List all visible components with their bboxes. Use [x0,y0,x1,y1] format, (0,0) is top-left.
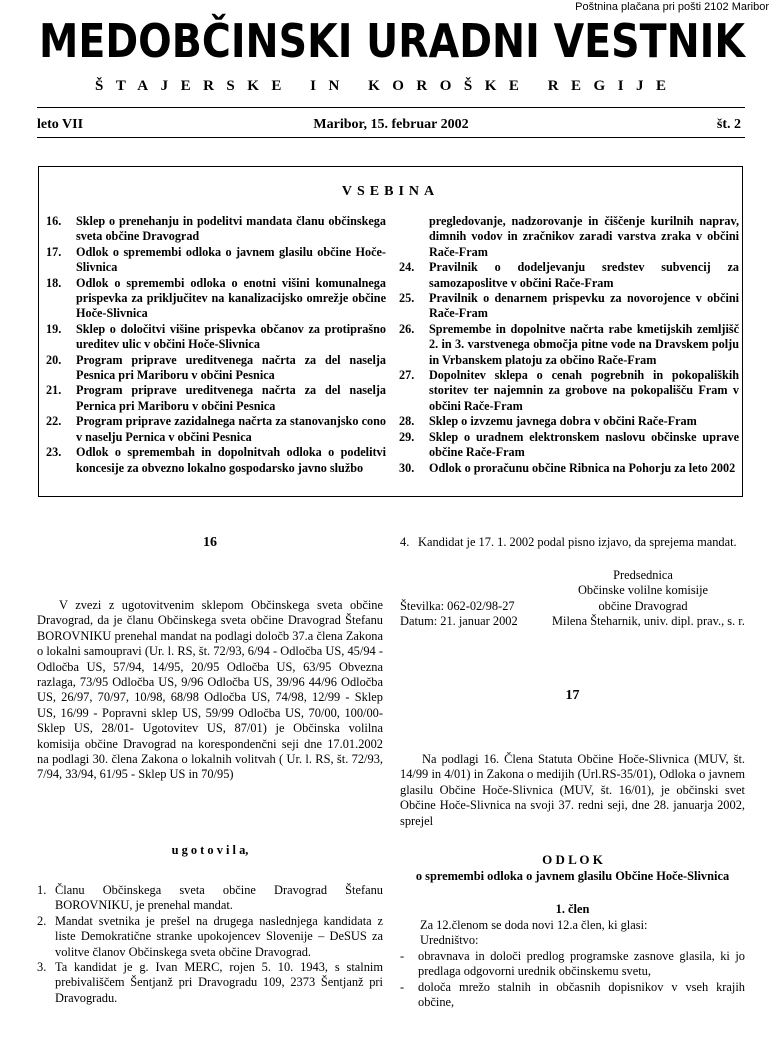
contents-title: VSEBINA [341,184,440,199]
list-item: 1. Članu Občinskega sveta občine Dravograd Štefanu BOROVNIKU, je prenehal mandat. [37,883,383,913]
header-rule-top [37,107,745,108]
contents-item[interactable]: 22. Program priprave zazidalnega načrta za stanovanjsko cono v naselju Pernica v občini Pesnica [46,414,386,444]
contents-item[interactable]: 30. Odlok o proračunu občine Ribnica na Pohorju za leto 2002 [399,460,736,475]
list-item: 4. Kandidat je 17. 1. 2002 podal pisno izjavo, da sprejema mandat. [400,535,737,549]
contents-item[interactable]: 24. Pravilnik o dodeljevanju sredstev subvencij za samozaposlitve v občini Rače-Fram [399,260,739,290]
subtitle: ŠTAJERSKE IN KOROŠKE REGIJE [95,78,679,94]
contents-box [38,166,743,497]
contents-item[interactable]: 20. Program priprave ureditvenega načrta za del naselja Pesnica pri Mariboru v občini Pesnica [46,352,386,383]
list-item: 3. Ta kandidat je g. Ivan MERC, rojen 5. 10. 1943, s stalnim prebivališčem Šentjanž pri Dravogradu 109, 2373 Šentjanž pri Dravogradu. [37,960,383,1005]
article-16-list-continued [400,535,745,550]
document-date: Datum: 21. januar 2002 [400,614,518,628]
masthead-title: MEDOBČINSKI URADNI VESTNIK [39,14,748,68]
issue-place-date: Maribor, 15. februar 2002 [313,117,469,132]
article-16-list [37,883,383,1006]
issue-year: leto VII [37,117,84,132]
list-item: - določa mrežo stalnih in občasnih dopisnikov v vseh krajih občine, [400,979,745,1010]
contents-item-continuation: pregledovanje, nadzorovanje in čiščenje kurilnih naprav, dimnih vodov in zračnikov zaradi varstva zraka v občini Rače-Fram [429,214,739,259]
article-16-number: 16 [203,535,217,550]
article-17-number: 17 [565,688,580,703]
issue-bar [37,117,745,135]
document-number: Številka: 062-02/98-27 [400,599,515,613]
signature-titles [548,568,738,614]
contents-item[interactable]: 23. Odlok o spremembah in dopolnitvah odloka o podelitvi koncesije za obvezno lokalno gospodarsko javno službo [46,445,386,475]
postage-note: Poštnina plačana pri pošti 2102 Maribor [575,1,769,13]
article-17-line-1: Za 12.členom se doda novi 12.a člen, ki glasi: [420,918,648,932]
contents-item[interactable]: 28. Sklep o izvzemu javnega dobra v občini Rače-Fram [399,414,697,429]
article-16-number-block [37,535,383,550]
contents-item[interactable]: 27. Dopolnitev sklepa o cenah pogrebnih in pokopaliških storitev ter najemnin za grobove na pokopališču Fram v občini Rače-Fram [399,368,739,413]
contents-item[interactable]: 17. Odlok o spremembi odloka o javnem glasilu občine Hoče-Slivnica [46,244,386,275]
article-16-body: V zvezi z ugotovitvenim sklepom Občinskega sveta občine Dravograd, da je članu Občinskega sveta občine Dravograd Štefanu BOROVNIKU prenehal mandat na podlagi določb 37.a člena Zakona o lokalni samoupravi (Ur. l. RS, št. 72/93, 6/94 - Odločba US, 45/94 - Odločba US, 57/94, 14/95, 20/95 Odločba US, 63/95 Obvezna razlaga, 73/95 Odločba US, 9/96 Odločba US, 39/96 44/96 Odločba US, 26/97, 70/97, 10/98, 68/98 Odločba US, 74/98, 12/99 - Sklep US, 16/99 - Popravni sklep US, 59/99 Odločba US, 70/00, 100/00- Sklep US, 28/01- Ugotovitev US, 87/01) je Občinska volilna komisija občine Dravograd na korespondenčni seji dne 17.01.2002 na podlagi 30. člena Zakona o lokalnih volitvah ( Ur. l. RS, št. 72/93, 7/94, 33/94, 61/95 - Sklep US in 70/95) [37,598,383,782]
article-17-heading: O D L O K [542,852,603,867]
contents-item[interactable]: 26. Spremembe in dopolnitve načrta rabe kmetijskih zemljišč 2. in 3. varstvenega območja pitne vode na Dravskem polju in Vrbanskem platoju za občino Rače-Fram [399,321,739,367]
list-item: 2. Mandat svetnika je prešel na drugega naslednjega kandidata z liste Demokratične stranke upokojencev Slovenije – DeSUS za volitve članov Občinskega sveta občine Dravograd. [37,913,383,959]
contents-right-column [399,214,739,476]
article-17-intro: Na podlagi 16. Člena Statuta Občine Hoče-Slivnica (MUV, št. 14/99 in 4/01) in Zakona o medijih (Url.RS-35/01), Odloka o javnem glasilu Občine Hoče-Slivnica (MUV, št. 16/01), je občinski svet Občine Hoče-Slivnica na svoji 37. redni seji, dne 28. januarja 2002, sprejel [400,752,745,828]
article-17-bullets [400,949,745,1011]
list-item: - obravnava in določi predlog programske zasnove glasila, ki jo predlaga odgovorni urednik občinskemu svetu, [400,949,745,979]
contents-item[interactable]: 21. Program priprave ureditvenega načrta za del naselja Pernica pri Mariboru v občini Pesnica [46,383,386,413]
contents-item[interactable]: 25. Pravilnik o denarnem prispevku za novorojence v občini Rače-Fram [399,291,739,321]
contents-item[interactable]: 29. Sklep o uradnem elektronskem naslovu občinske uprave občine Rače-Fram [399,429,739,460]
signature-title-3: občine Dravograd [598,598,688,613]
contents-item[interactable]: 16. Sklep o prenehanju in podelitvi mandata članu občinskega sveta občine Dravograd [46,214,386,244]
issue-number: št. 2 [716,117,741,132]
contents-item[interactable]: 18. Odlok o spremembi odloka o enotni višini komunalnega prispevka za priključitev na kanalizacijsko omrežje občine Hoče-Slivnica [46,275,386,321]
signatory-name: Milena Šteharnik, univ. dipl. prav., s. r. [552,614,745,628]
contents-item[interactable]: 19. Sklep o določitvi višine prispevka občanov za protiprašno ureditev ulic v občini Hoče-Slivnica [46,321,386,352]
header-rule-bottom [37,137,745,138]
article-17-section: 1. člen [555,902,590,916]
signature-title-1: Predsednica [613,568,673,582]
article-17-line-2: Uredništvo: [420,933,479,947]
article-17-subheading: o spremembi odloka o javnem glasilu Občine Hoče-Slivnica [415,869,730,883]
signature-title-2: Občinske volilne komisije [577,583,709,598]
article-16-verdict: u g o t o v i l a, [171,843,249,857]
masthead [37,14,748,68]
contents-left-column [46,214,386,476]
